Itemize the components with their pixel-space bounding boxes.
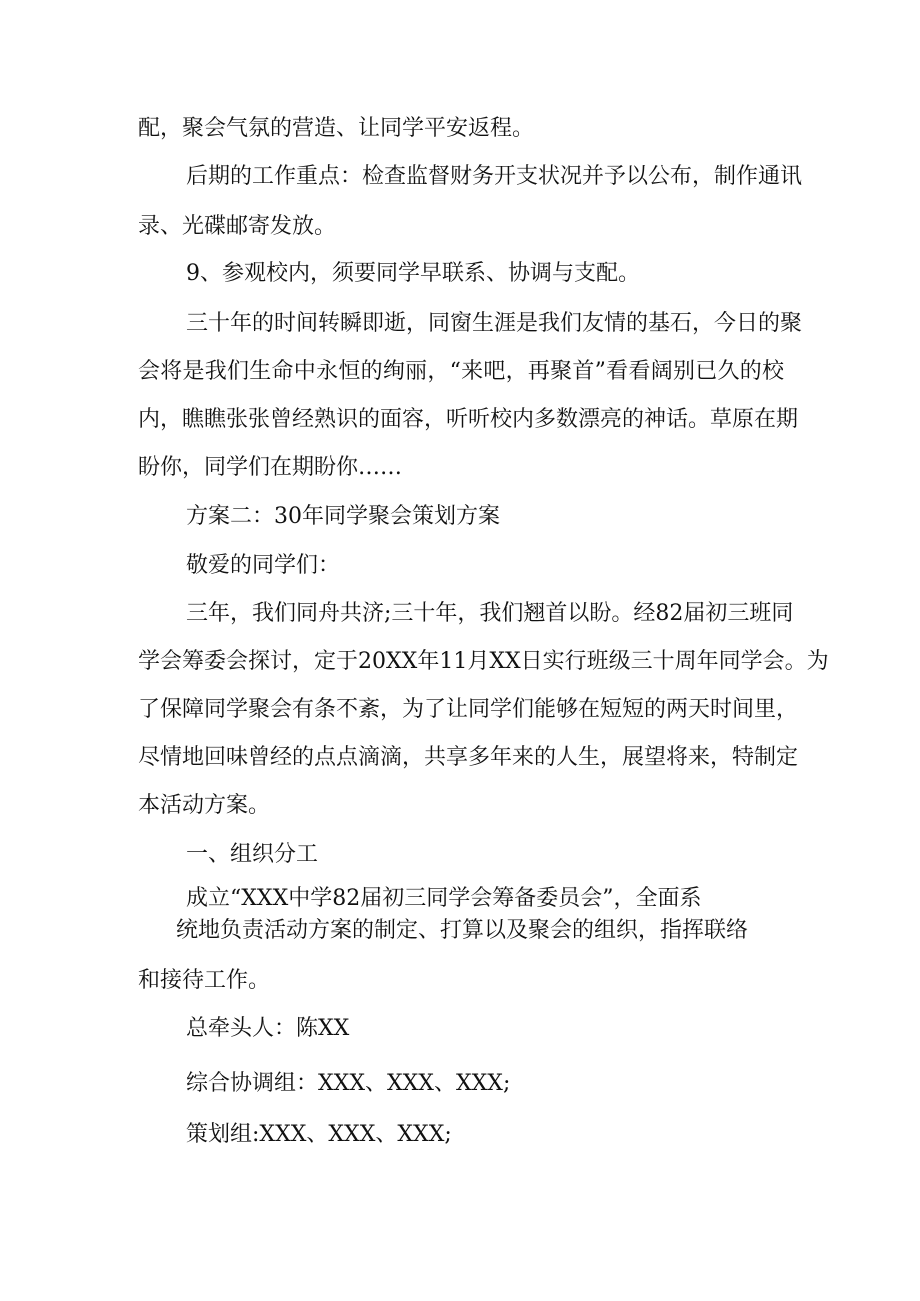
paragraph-line: 尽情地回味曾经的点点滴滴，共享多年来的人生，展望将来，特制定 [138,745,799,770]
paragraph-line: 统地负责活动方案的制定、打算以及聚会的组织，指挥联络 [176,918,749,943]
paragraph-line: 内，瞧瞧张张曾经熟识的面容，听听校内多数漂亮的神话。草原在期 [138,407,799,432]
section-heading: 一、组织分工 [186,842,319,867]
list-item: 总牵头人：陈XX [186,1016,350,1041]
section-heading: 方案二：30年同学聚会策划方案 [186,504,500,529]
paragraph-line: 了保障同学聚会有条不紊，为了让同学们能够在短短的两天时间里， [138,697,799,722]
paragraph-line: 后期的工作重点：检查监督财务开支状况并予以公布，制作通讯 [186,164,803,189]
paragraph-line: 配，聚会气氛的营造、让同学平安返程。 [138,116,535,141]
list-item: 综合协调组：XXX、XXX、XXX; [186,1071,511,1096]
paragraph-line: 学会筹委会探讨，定于20XX年11月XX日实行班级三十周年同学会。为 [138,649,829,674]
paragraph-line: 三年，我们同舟共济;三十年，我们翘首以盼。经82届初三班同 [186,601,794,626]
paragraph-line: 成立“XXX中学82届初三同学会筹备委员会”，全面系 [186,886,702,911]
paragraph-line: 本活动方案。 [138,793,271,818]
paragraph-line: 三十年的时间转瞬即逝，同窗生涯是我们友情的基石，今日的聚 [186,311,803,336]
paragraph-line: 盼你，同学们在期盼你…… [138,455,403,480]
list-item: 策划组:XXX、XXX、XXX; [186,1122,452,1147]
salutation: 敬爱的同学们： [186,553,341,578]
paragraph-line: 9、参观校内，须要同学早联系、协调与支配。 [186,261,640,286]
paragraph-line: 录、光碟邮寄发放。 [138,214,337,239]
paragraph-line: 会将是我们生命中永恒的绚丽，“来吧，再聚首”看看阔别已久的校 [138,359,784,384]
paragraph-line: 和接待工作。 [138,968,271,993]
